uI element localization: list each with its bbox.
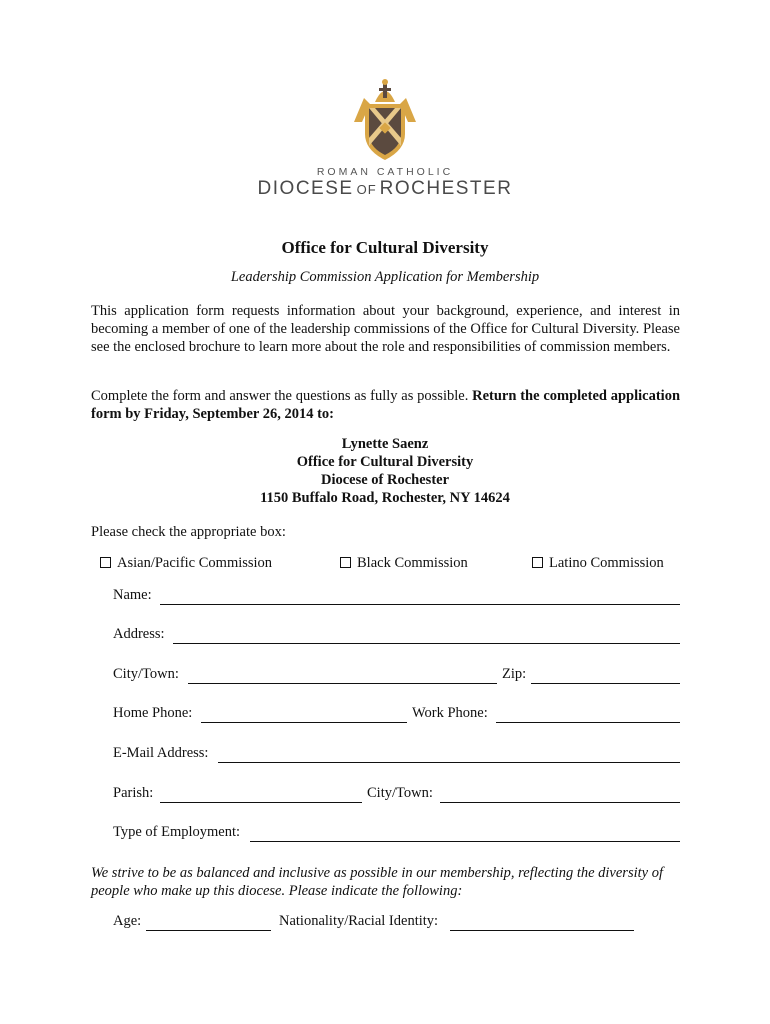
name-field[interactable] <box>160 587 680 605</box>
nationality-field[interactable] <box>450 913 634 931</box>
logo-diocese-word: DIOCESE <box>257 178 354 199</box>
checkbox-icon[interactable] <box>340 557 351 568</box>
address-name: Lynette Saenz <box>341 436 429 452</box>
age-nationality-row <box>113 913 680 933</box>
work-phone-field[interactable] <box>496 705 680 723</box>
diocese-logo <box>0 78 770 199</box>
logo-of-word: OF <box>356 182 377 197</box>
instructions-text: Complete the form and answer the questions as fully as possible. <box>91 388 469 404</box>
asian-pacific-checkbox[interactable] <box>100 555 272 572</box>
age-label: Age: <box>113 913 142 929</box>
intro-paragraph: This application form requests information about your background, experience, and interest in becoming a member of one of the leadership commissions of the Office for Cultural Diversity. Please see the enclosed brochure to learn more about the role and responsibilities of commission members. <box>91 303 680 355</box>
address-org: Diocese of Rochester <box>320 472 450 488</box>
parish-city-field[interactable] <box>440 785 680 803</box>
age-field[interactable] <box>146 913 271 931</box>
home-phone-label: Home Phone: <box>113 705 193 721</box>
address-field[interactable] <box>173 626 680 644</box>
instructions-paragraph <box>91 387 680 423</box>
email-field[interactable] <box>218 745 680 763</box>
latino-commission-checkbox[interactable] <box>532 555 664 572</box>
logo-rochester-word: ROCHESTER <box>379 178 513 199</box>
nationality-label: Nationality/Racial Identity: <box>279 913 439 929</box>
work-phone-label: Work Phone: <box>412 705 488 721</box>
employment-field[interactable] <box>250 824 680 842</box>
name-label: Name: <box>113 587 152 603</box>
asian-pacific-label: Asian/Pacific Commission <box>117 555 273 571</box>
city-field[interactable] <box>188 666 497 684</box>
check-prompt: Please check the appropriate box: <box>91 524 286 540</box>
black-commission-checkbox[interactable] <box>340 555 468 572</box>
address-row <box>113 626 680 646</box>
employment-row <box>113 824 680 844</box>
parish-city-label: City/Town: <box>367 785 433 801</box>
parish-label: Parish: <box>113 785 154 801</box>
checkbox-icon[interactable] <box>100 557 111 568</box>
email-label: E-Mail Address: <box>113 745 209 761</box>
city-label: City/Town: <box>113 666 179 682</box>
parish-field[interactable] <box>160 785 362 803</box>
phone-row <box>113 705 680 725</box>
name-row <box>113 587 680 607</box>
return-address <box>0 435 770 507</box>
parish-row <box>113 785 680 805</box>
logo-diocese-name <box>0 178 770 200</box>
zip-field[interactable] <box>531 666 680 684</box>
black-commission-label: Black Commission <box>357 555 468 571</box>
address-office: Office for Cultural Diversity <box>296 454 474 470</box>
home-phone-field[interactable] <box>201 705 407 723</box>
employment-label: Type of Employment: <box>113 824 241 840</box>
address-street: 1150 Buffalo Road, Rochester, NY 14624 <box>260 490 510 506</box>
address-label: Address: <box>113 626 165 642</box>
diocese-crest-icon <box>350 78 420 164</box>
page-title: Office for Cultural Diversity <box>281 238 489 257</box>
instructions-deadline: Return the completed application form by Friday, September 26, 2014 to: <box>91 388 681 422</box>
page-subtitle: Leadership Commission Application for Membership <box>230 269 540 285</box>
checkbox-icon[interactable] <box>532 557 543 568</box>
city-zip-row <box>113 666 680 686</box>
zip-label: Zip: <box>502 666 527 682</box>
latino-commission-label: Latino Commission <box>549 555 664 571</box>
email-row <box>113 745 680 765</box>
logo-roman-catholic: ROMAN CATHOLIC <box>316 166 454 178</box>
diversity-note: We strive to be as balanced and inclusive as possible in our membership, reflecting the diversity of people who make up this diocese. Please indicate the following: <box>91 865 663 899</box>
